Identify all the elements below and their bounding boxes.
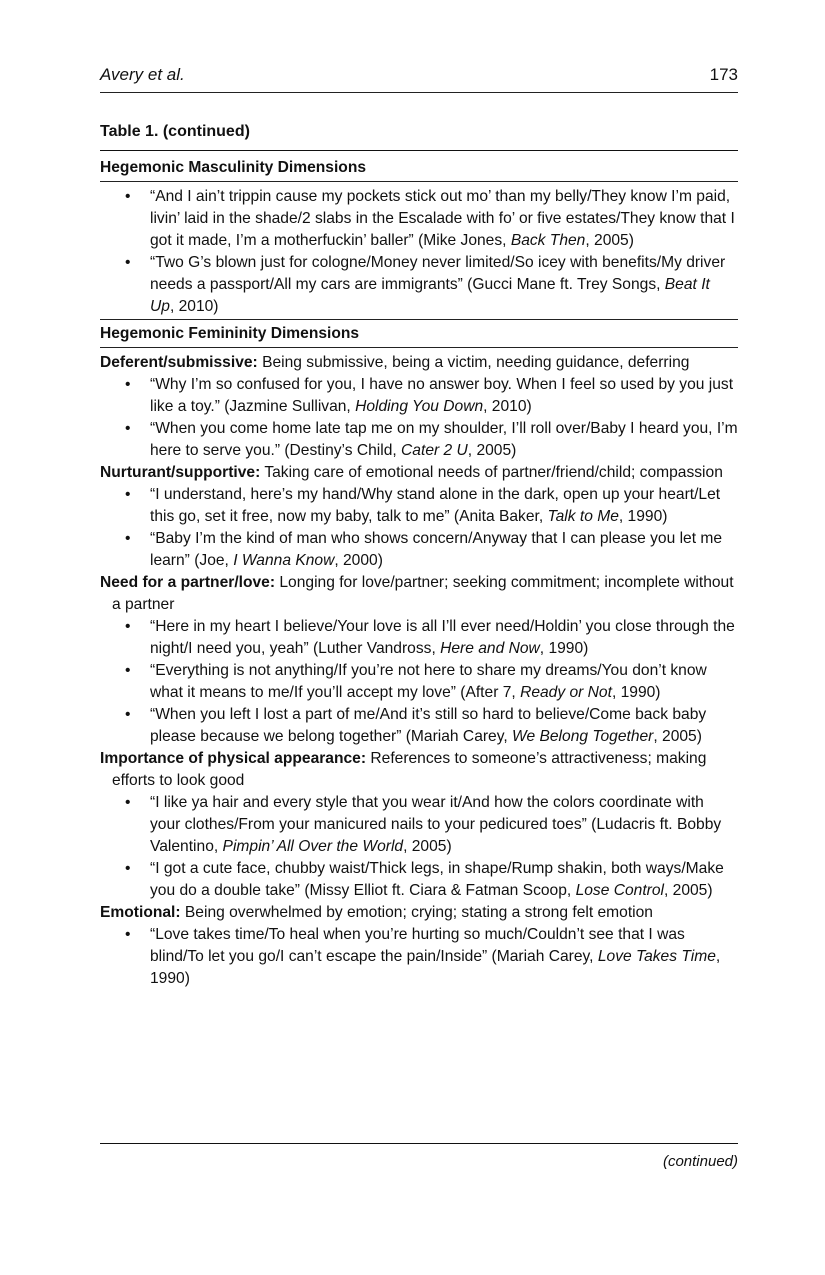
- song-title: Beat It Up: [150, 276, 710, 315]
- quote-item: [100, 252, 738, 318]
- quote-item: [100, 374, 738, 418]
- dimension-term: Nurturant/supportive:: [100, 464, 261, 481]
- bullet-icon: •: [125, 530, 131, 547]
- quote-text: “I understand, here’s my hand/Why stand alone in the dark, open up your heart/Let this go, set it free, now my baby, talk to me” (Anita Baker,: [150, 486, 721, 525]
- partner-quote-list: [100, 616, 738, 748]
- song-title: Ready or Not: [520, 684, 612, 701]
- quote-item: [100, 616, 738, 660]
- dimension-term: Need for a partner/love:: [100, 574, 276, 591]
- quote-item: [100, 528, 738, 572]
- song-year: , 1990): [539, 640, 589, 657]
- quote-item: [100, 924, 738, 990]
- dimension-nurturant-supportive: [100, 462, 738, 484]
- table-bottom-rule: [100, 1143, 738, 1144]
- quote-item: [100, 858, 738, 902]
- bullet-icon: •: [125, 486, 131, 503]
- bullet-icon: •: [125, 618, 131, 635]
- masculinity-section-heading: Hegemonic Masculinity Dimensions: [100, 157, 738, 182]
- dimension-term: Emotional:: [100, 904, 181, 921]
- quote-text: “When you left I lost a part of me/And it’s still so hard to believe/Come back baby please because we belong together” (Mariah Carey,: [150, 706, 707, 745]
- quote-item: [100, 186, 738, 252]
- table-body: [100, 157, 738, 990]
- dimension-definition: Longing for love/partner; seeking commitment; incomplete without a partner: [112, 574, 734, 613]
- song-year: , 1990): [150, 948, 721, 987]
- appearance-quote-list: [100, 792, 738, 902]
- song-title: I Wanna Know: [233, 552, 335, 569]
- quote-text: “Baby I’m the kind of man who shows concern/Anyway that I can please you let me learn” (Joe,: [150, 530, 723, 569]
- running-head-authors: Avery et al.: [100, 65, 185, 84]
- table-caption: Table 1. (continued): [100, 123, 250, 140]
- quote-text: “Everything is not anything/If you’re not here to share my dreams/You don’t know what it means to me/If you’ll accept my love” (After 7,: [150, 662, 707, 701]
- song-year: , 1990): [618, 508, 668, 525]
- quote-text: “And I ain’t trippin cause my pockets stick out mo’ than my belly/They know I’m paid, livin’ laid in the shade/2 slabs in the Escalade with fo’ or five estates/They know that I got it made, I’m a motherfuckin’ baller” (Mike Jones,: [150, 188, 735, 249]
- running-head: [100, 64, 738, 93]
- dimension-emotional: [100, 902, 738, 924]
- dimension-definition: Being submissive, being a victim, needing guidance, deferring: [257, 354, 690, 371]
- bullet-icon: •: [125, 860, 131, 877]
- quote-text: “Why I’m so confused for you, I have no answer boy. When I feel so used by you just like a toy.” (Jazmine Sullivan,: [150, 376, 734, 415]
- song-year: , 2010): [169, 298, 219, 315]
- masculinity-quote-list: [100, 186, 738, 318]
- quote-item: [100, 660, 738, 704]
- quote-item: [100, 704, 738, 748]
- quote-item: [100, 418, 738, 462]
- nurturant-quote-list: [100, 484, 738, 572]
- quote-item: [100, 792, 738, 858]
- song-title: Cater 2 U: [401, 442, 468, 459]
- dimension-term: Deferent/submissive:: [100, 354, 258, 371]
- quote-item: [100, 484, 738, 528]
- deferent-quote-list: [100, 374, 738, 462]
- song-year: , 2000): [334, 552, 383, 569]
- song-year: , 2010): [483, 398, 532, 415]
- page-number: 173: [709, 65, 738, 84]
- song-title: Lose Control: [575, 882, 664, 899]
- song-year: , 2005): [467, 442, 517, 459]
- song-title: Holding You Down: [355, 398, 484, 415]
- bullet-icon: •: [125, 420, 131, 437]
- dimension-deferent-submissive: [100, 352, 738, 374]
- song-year: , 1990): [611, 684, 661, 701]
- song-title: Talk to Me: [547, 508, 619, 525]
- bullet-icon: •: [125, 706, 131, 723]
- song-title: Love Takes Time: [597, 948, 716, 965]
- dimension-term: Importance of physical appearance:: [100, 750, 367, 767]
- quote-text: “Love takes time/To heal when you’re hurting so much/Couldn’t see that I was blind/To let you go/I can’t escape the pain/Inside” (Mariah Carey,: [150, 926, 685, 965]
- bullet-icon: •: [125, 254, 131, 271]
- continued-note: (continued): [662, 1153, 738, 1170]
- song-year: , 2005): [585, 232, 634, 249]
- dimension-need-for-partner: [100, 572, 738, 616]
- bullet-icon: •: [125, 376, 131, 393]
- femininity-section-heading: Hegemonic Femininity Dimensions: [100, 319, 738, 348]
- song-title: We Belong Together: [512, 728, 654, 745]
- song-year: , 2005): [663, 882, 713, 899]
- bullet-icon: •: [125, 188, 131, 205]
- quote-text: “I like ya hair and every style that you wear it/And how the colors coordinate with your clothes/From your manicured nails to your pedicured toes” (Ludacris ft. Bobby Valentino,: [150, 794, 722, 855]
- dimension-definition: Being overwhelmed by emotion; crying; stating a strong felt emotion: [180, 904, 653, 921]
- table-top-rule: [100, 150, 738, 151]
- song-title: Pimpin’ All Over the World: [222, 838, 404, 855]
- song-title: Back Then: [510, 232, 586, 249]
- dimension-definition: Taking care of emotional needs of partner/friend/child; compassion: [260, 464, 723, 481]
- quote-text: “I got a cute face, chubby waist/Thick legs, in shape/Rump shakin, both ways/Make you do a double take” (Missy Elliot ft. Ciara & Fatman Scoop,: [150, 860, 724, 899]
- bullet-icon: •: [125, 662, 131, 679]
- song-year: , 2005): [653, 728, 702, 745]
- emotional-quote-list: [100, 924, 738, 990]
- bullet-icon: •: [125, 926, 131, 943]
- dimension-physical-appearance: [100, 748, 738, 792]
- bullet-icon: •: [125, 794, 131, 811]
- dimension-definition: References to someone’s attractiveness; making efforts to look good: [112, 750, 707, 789]
- song-year: , 2005): [403, 838, 452, 855]
- song-title: Here and Now: [440, 640, 540, 657]
- quote-text: “Here in my heart I believe/Your love is all I’ll ever need/Holdin’ you close through the night/I need you, yeah” (Luther Vandross,: [150, 618, 735, 657]
- quote-text: “Two G’s blown just for cologne/Money never limited/So icey with benefits/My driver needs a passport/All my cars are immigrants” (Gucci Mane ft. Trey Songs,: [150, 254, 726, 293]
- quote-text: “When you come home late tap me on my shoulder, I’ll roll over/Baby I heard you, I’m here to serve you.” (Destiny’s Child,: [150, 420, 738, 459]
